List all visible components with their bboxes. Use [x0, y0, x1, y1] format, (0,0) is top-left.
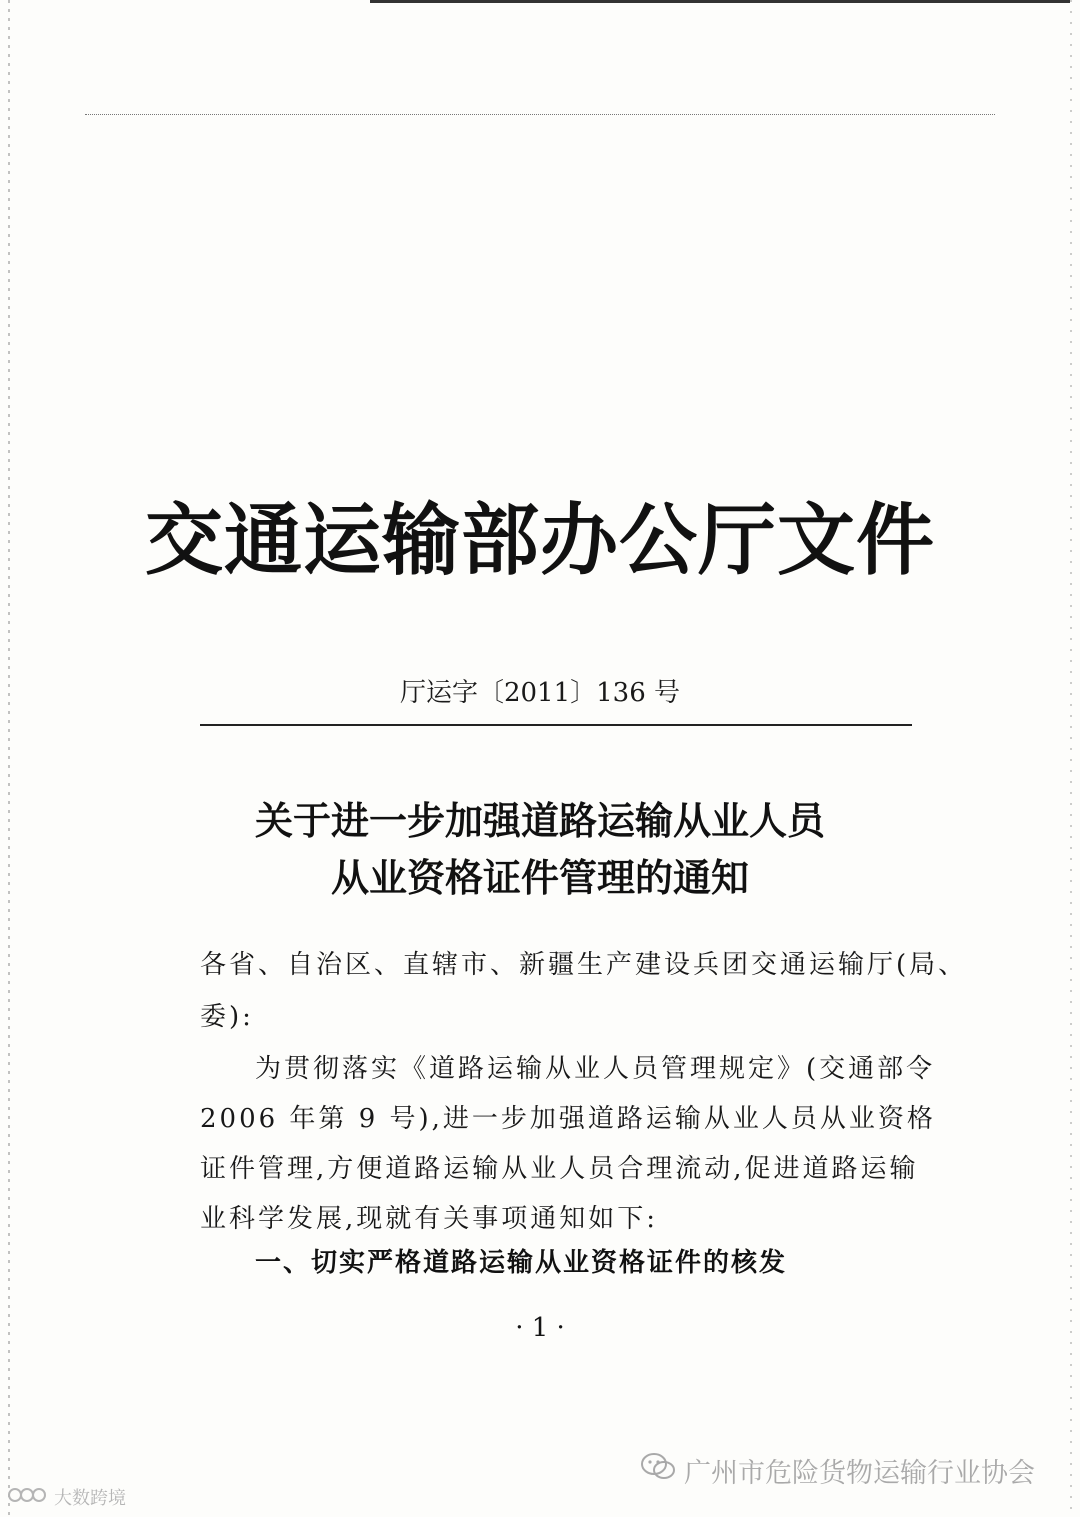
subject-line-1: 关于进一步加强道路运输从业人员	[254, 799, 825, 843]
page-number: · 1 ·	[515, 1313, 565, 1343]
logo-icon	[6, 1484, 50, 1511]
document-title: 交通运输部办公厅文件	[144, 495, 935, 586]
body-line-4: 业科学发展,现就有关事项通知如下:	[200, 1204, 659, 1234]
watermark-right	[640, 1450, 1035, 1490]
watermark-right-text: 广州市危险货物运输行业协会	[684, 1457, 1035, 1489]
wechat-icon	[640, 1452, 676, 1489]
addressee-line-2: 委):	[200, 1002, 254, 1032]
watermark-left-text: 大数跨境	[54, 1488, 126, 1509]
document-number: 厅运字〔2011〕136 号	[399, 678, 681, 708]
header-rule	[200, 724, 912, 726]
body-line-2: 2006 年第 9 号),进一步加强道路运输从业人员从业资格	[200, 1104, 936, 1134]
addressee-line-1: 各省、自治区、直辖市、新疆生产建设兵团交通运输厅(局、	[200, 950, 968, 980]
body-line-1: 为贯彻落实《道路运输从业人员管理规定》(交通部令	[255, 1054, 936, 1084]
section-heading: 一、切实严格道路运输从业资格证件的核发	[255, 1248, 788, 1278]
scan-edge-right	[1070, 0, 1072, 1517]
subject-line-2: 从业资格证件管理的通知	[330, 856, 749, 900]
top-border-line	[370, 0, 1070, 3]
watermark-left	[6, 1482, 126, 1512]
scan-edge-left	[8, 0, 10, 1517]
dotted-separator	[85, 114, 995, 116]
body-line-3: 证件管理,方便道路运输从业人员合理流动,促进道路运输	[200, 1154, 919, 1184]
